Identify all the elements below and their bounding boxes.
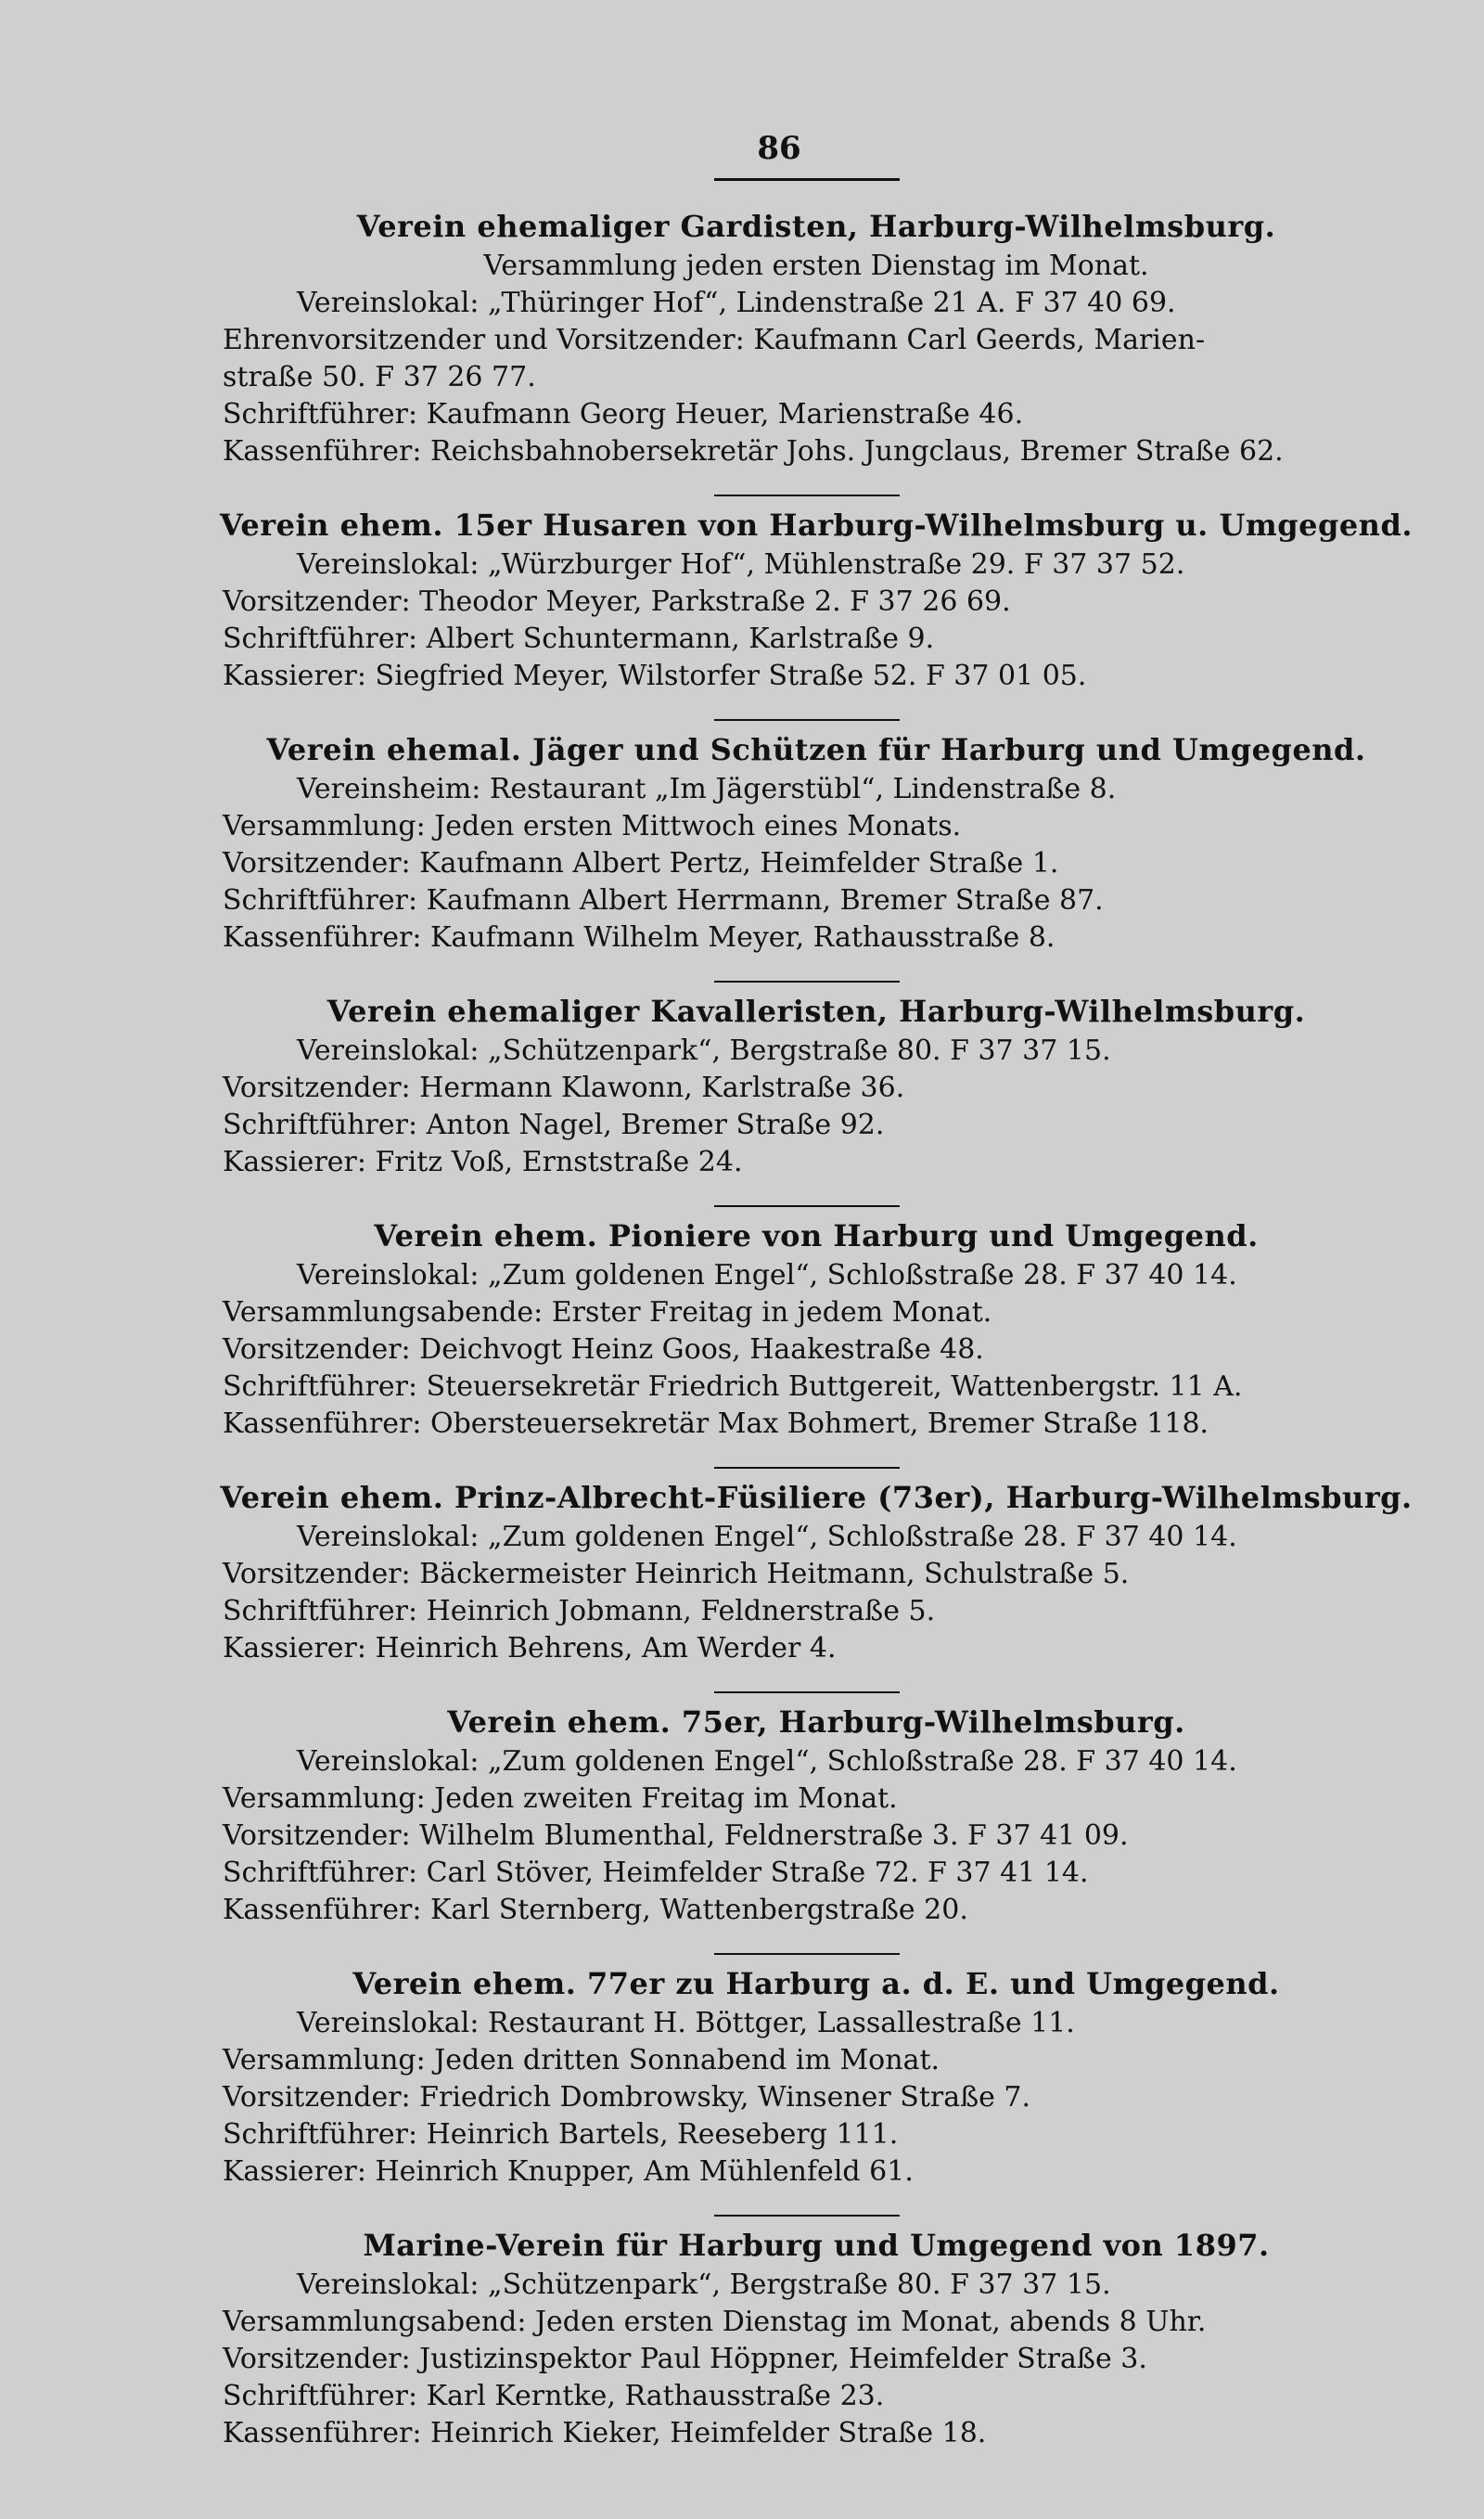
entry-line: Versammlungsabende: Erster Freitag in jedem Monat.	[223, 1296, 992, 1329]
header-rule	[714, 178, 900, 181]
entry-line: Vorsitzender: Friedrich Dombrowsky, Winsener Straße 7.	[223, 2081, 1031, 2114]
association-title: Verein ehem. Pioniere von Harburg und Umgegend.	[374, 1218, 1259, 1253]
entry-line: Vorsitzender: Theodor Meyer, Parkstraße 2. F 37 26 69.	[223, 585, 1011, 618]
entry-line: Vorsitzender: Bäckermeister Heinrich Heitmann, Schulstraße 5.	[223, 1558, 1130, 1590]
association-title: Verein ehem. 15er Husaren von Harburg-Wilhelmsburg u. Umgegend.	[220, 508, 1413, 543]
section-divider	[714, 981, 900, 983]
entry-line: Vorsitzender: Kaufmann Albert Pertz, Heimfelder Straße 1.	[223, 847, 1059, 880]
association-list	[186, 209, 1447, 2452]
association-entry	[186, 994, 1447, 1181]
association-title: Verein ehem. 77er zu Harburg a. d. E. und Umgegend.	[352, 1966, 1280, 2001]
entry-line: Vorsitzender: Deichvogt Heinz Goos, Haakestraße 48.	[223, 1333, 984, 1366]
entry-line: Schriftführer: Steuersekretär Friedrich Buttgereit, Wattenbergstr. 11 A.	[223, 1370, 1243, 1403]
entry-line: Ehrenvorsitzender und Vorsitzender: Kaufmann Carl Geerds, Marien-	[223, 324, 1206, 356]
section-divider	[714, 1467, 900, 1469]
entry-line: Kassierer: Fritz Voß, Ernststraße 24.	[223, 1146, 743, 1178]
association-entry	[186, 1480, 1447, 1667]
association-entry	[186, 209, 1447, 470]
association-title: Verein ehem. Prinz-Albrecht-Füsiliere (73er), Harburg-Wilhelmsburg.	[220, 1480, 1413, 1515]
entry-line: Vereinslokal: Restaurant H. Böttger, Lassallestraße 11.	[297, 2007, 1075, 2039]
entry-line: Kassenführer: Reichsbahnobersekretär Johs. Jungclaus, Bremer Straße 62.	[223, 435, 1284, 468]
association-title: Verein ehemaliger Kavalleristen, Harburg-Wilhelmsburg.	[326, 994, 1306, 1029]
association-title: Verein ehem. 75er, Harburg-Wilhelmsburg.	[447, 1704, 1185, 1740]
entry-line: Versammlung: Jeden dritten Sonnabend im Monat.	[223, 2044, 940, 2076]
association-entry	[186, 508, 1447, 695]
association-title: Verein ehemal. Jäger und Schützen für Harburg und Umgegend.	[266, 732, 1366, 767]
entry-line: Kassierer: Heinrich Behrens, Am Werder 4.	[223, 1632, 837, 1664]
entry-line: Vorsitzender: Wilhelm Blumenthal, Feldnerstraße 3. F 37 41 09.	[223, 1819, 1129, 1852]
association-entry	[186, 2228, 1447, 2452]
entry-line: Schriftführer: Albert Schuntermann, Karlstraße 9.	[223, 623, 935, 655]
entry-line: Vereinslokal: „Thüringer Hof“, Lindenstraße 21 A. F 37 40 69.	[297, 287, 1176, 319]
association-entry	[186, 1218, 1447, 1443]
section-divider	[714, 719, 900, 721]
entry-line: Kassenführer: Obersteuersekretär Max Bohmert, Bremer Straße 118.	[223, 1407, 1209, 1440]
entry-line: Schriftführer: Heinrich Jobmann, Feldnerstraße 5.	[223, 1595, 936, 1627]
entry-line: Vereinslokal: „Zum goldenen Engel“, Schloßstraße 28. F 37 40 14.	[297, 1521, 1237, 1553]
association-entry	[186, 1966, 1447, 2191]
association-title: Marine-Verein für Harburg und Umgegend von 1897.	[363, 2228, 1270, 2263]
association-title: Verein ehemaliger Gardisten, Harburg-Wilhelmsburg.	[356, 209, 1276, 244]
entry-line: Versammlung: Jeden ersten Mittwoch eines Monats.	[223, 810, 962, 842]
page-number: 86	[757, 130, 801, 167]
entry-line: Vereinslokal: „Schützenpark“, Bergstraße 80. F 37 37 15.	[297, 1035, 1111, 1067]
entry-line: Kassenführer: Kaufmann Wilhelm Meyer, Rathausstraße 8.	[223, 921, 1055, 954]
entry-line: Kassierer: Siegfried Meyer, Wilstorfer Straße 52. F 37 01 05.	[223, 660, 1087, 692]
entry-line: Vorsitzender: Hermann Klawonn, Karlstraße 36.	[223, 1072, 905, 1104]
entry-line: Versammlung: Jeden zweiten Freitag im Monat.	[223, 1782, 898, 1815]
section-divider	[714, 1205, 900, 1207]
entry-line: Kassierer: Heinrich Knupper, Am Mühlenfeld 61.	[223, 2155, 914, 2188]
entry-line: Versammlung jeden ersten Dienstag im Monat.	[483, 250, 1149, 282]
section-divider	[714, 1691, 900, 1693]
association-entry	[186, 1704, 1447, 1929]
entry-line: Vereinslokal: „Würzburger Hof“, Mühlenstraße 29. F 37 37 52.	[297, 548, 1185, 581]
entry-line: Vereinslokal: „Zum goldenen Engel“, Schloßstraße 28. F 37 40 14.	[297, 1259, 1237, 1292]
section-divider	[714, 1953, 900, 1955]
entry-line: Schriftführer: Kaufmann Albert Herrmann, Bremer Straße 87.	[223, 884, 1104, 917]
entry-line: Schriftführer: Anton Nagel, Bremer Straße 92.	[223, 1109, 885, 1141]
entry-line: Vereinsheim: Restaurant „Im Jägerstübl“, Lindenstraße 8.	[297, 773, 1117, 805]
entry-line: Vereinslokal: „Zum goldenen Engel“, Schloßstraße 28. F 37 40 14.	[297, 1745, 1237, 1778]
entry-line: Schriftführer: Carl Stöver, Heimfelder Straße 72. F 37 41 14.	[223, 1857, 1089, 1889]
section-divider	[714, 495, 900, 496]
entry-line: Vorsitzender: Justizinspektor Paul Höppner, Heimfelder Straße 3.	[223, 2343, 1147, 2375]
entry-line: Vereinslokal: „Schützenpark“, Bergstraße 80. F 37 37 15.	[297, 2268, 1111, 2301]
entry-line: Schriftführer: Kaufmann Georg Heuer, Marienstraße 46.	[223, 398, 1024, 431]
entry-line: Kassenführer: Heinrich Kieker, Heimfelder Straße 18.	[223, 2417, 987, 2449]
entry-line: Versammlungsabend: Jeden ersten Dienstag im Monat, abends 8 Uhr.	[223, 2306, 1207, 2338]
entry-line: Kassenführer: Karl Sternberg, Wattenbergstraße 20.	[223, 1894, 968, 1926]
entry-line: straße 50. F 37 26 77.	[223, 361, 536, 393]
section-divider	[714, 2215, 900, 2217]
association-entry	[186, 732, 1447, 957]
entry-line: Schriftführer: Heinrich Bartels, Reeseberg 111.	[223, 2118, 899, 2151]
entry-line: Schriftführer: Karl Kerntke, Rathausstraße 23.	[223, 2380, 885, 2412]
